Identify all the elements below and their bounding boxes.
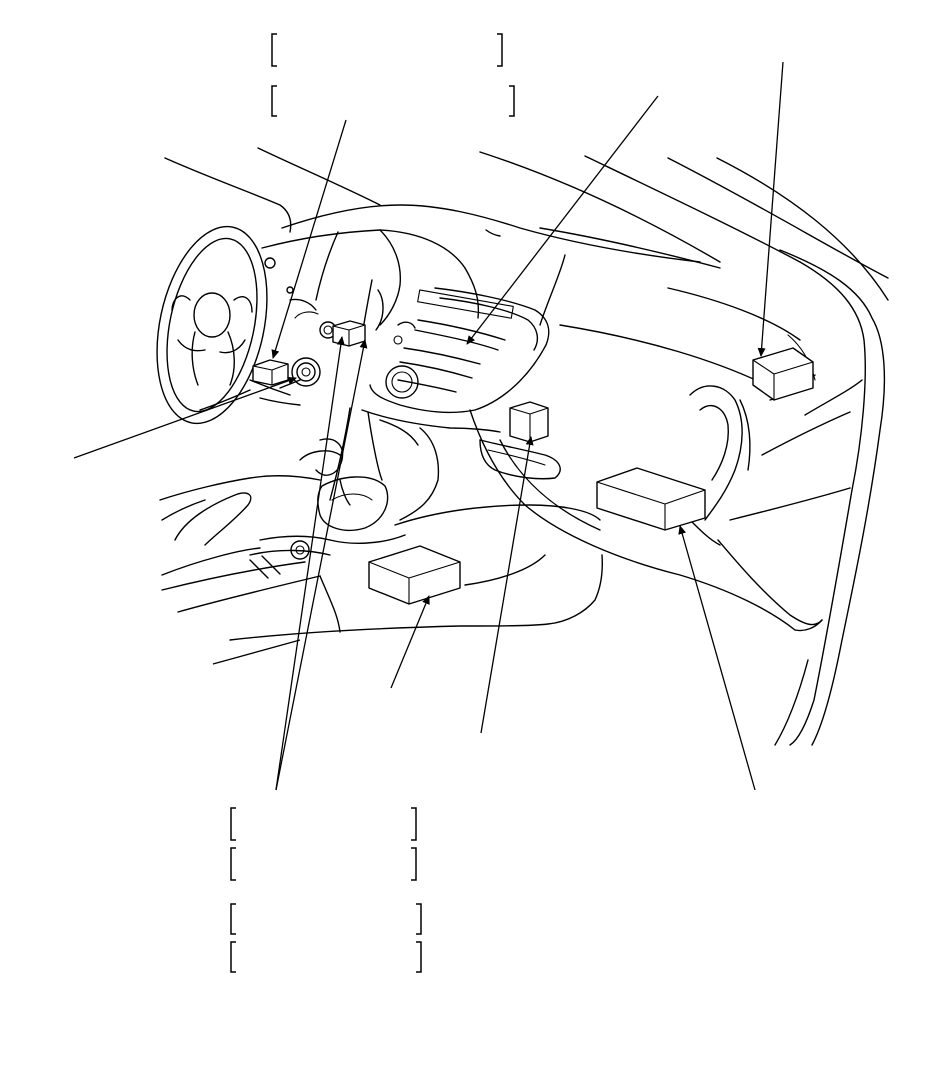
component-left-switch — [253, 360, 288, 385]
component-right-large — [597, 468, 705, 530]
label-bracket-bottom-4 — [231, 942, 421, 972]
steering-wheel — [140, 216, 300, 433]
shifter-area — [250, 439, 405, 578]
label-bracket-bottom-3 — [231, 904, 421, 934]
center-stack — [330, 288, 549, 520]
component-glovebox-small — [510, 402, 548, 442]
component-center-small — [333, 321, 365, 346]
label-bracket-bottom-1 — [231, 808, 416, 840]
label-bracket-top-2 — [272, 86, 514, 116]
label-bracket-bottom-2 — [231, 848, 416, 880]
component-lower-center — [369, 546, 460, 604]
dashboard-outline — [262, 205, 800, 392]
component-right-upper — [753, 348, 813, 400]
label-bracket-top-1 — [272, 34, 502, 66]
